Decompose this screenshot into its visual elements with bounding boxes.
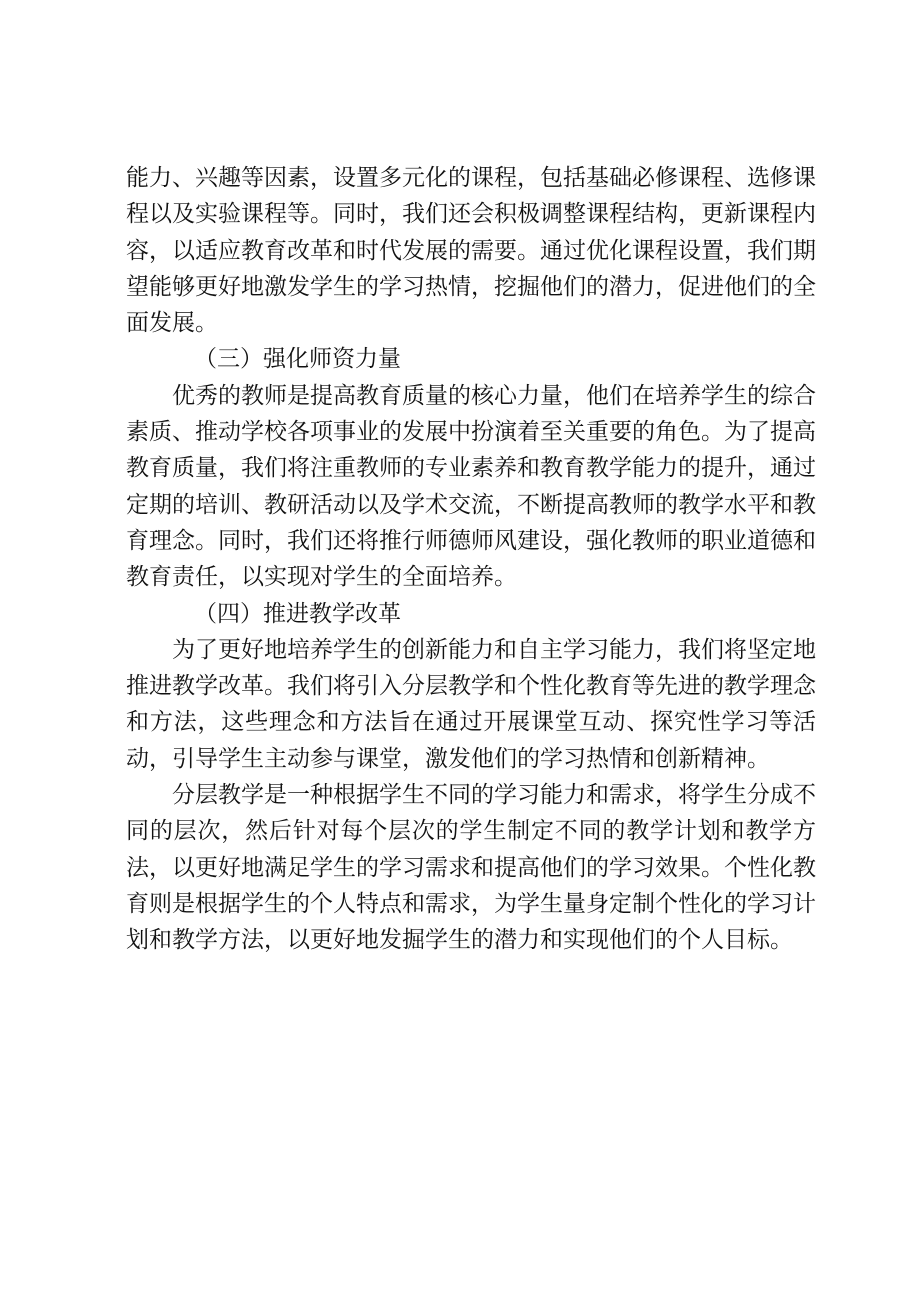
paragraph-layered-teaching: 分层教学是一种根据学生不同的学习能力和需求，将学生分成不同的层次，然后针对每个层次的学生制定不同的教学计划和教学方法，以更好地满足学生的学习需求和提高他们的学习效果。个性化教育则是根据学生的个人特点和需求，为学生量身定制个性化的学习计划和教学方法，以更好地发掘学生的潜力和实现他们的个人目标。 <box>126 782 816 954</box>
paragraph-teachers: 优秀的教师是提高教育质量的核心力量，他们在培养学生的综合素质、推动学校各项事业的发展中扮演着至关重要的角色。为了提高教育质量，我们将注重教师的专业素养和教育教学能力的提升，通过定期的培训、教研活动以及学术交流，不断提高教师的教学水平和教育理念。同时，我们还将推行师德师风建设，强化教师的职业道德和教育责任，以实现对学生的全面培养。 <box>126 382 816 591</box>
paragraph-teaching-reform: 为了更好地培养学生的创新能力和自主学习能力，我们将坚定地推进教学改革。我们将引入分层教学和个性化教育等先进的教学理念和方法，这些理念和方法旨在通过开展课堂互动、探究性学习等活动，引导学生主动参与课堂，激发他们的学习热情和创新精神。 <box>126 636 816 772</box>
section-heading-4: （四）推进教学改革 <box>194 600 401 627</box>
paragraph-course-setting: 能力、兴趣等因素，设置多元化的课程，包括基础必修课程、选修课程以及实验课程等。同时，我们还会积极调整课程结构，更新课程内容，以适应教育改革和时代发展的需要。通过优化课程设置，我们期望能够更好地激发学生的学习热情，挖掘他们的潜力，促进他们的全面发展。 <box>126 165 816 337</box>
document-page <box>126 160 816 959</box>
section-heading-3: （三）强化师资力量 <box>194 346 401 373</box>
